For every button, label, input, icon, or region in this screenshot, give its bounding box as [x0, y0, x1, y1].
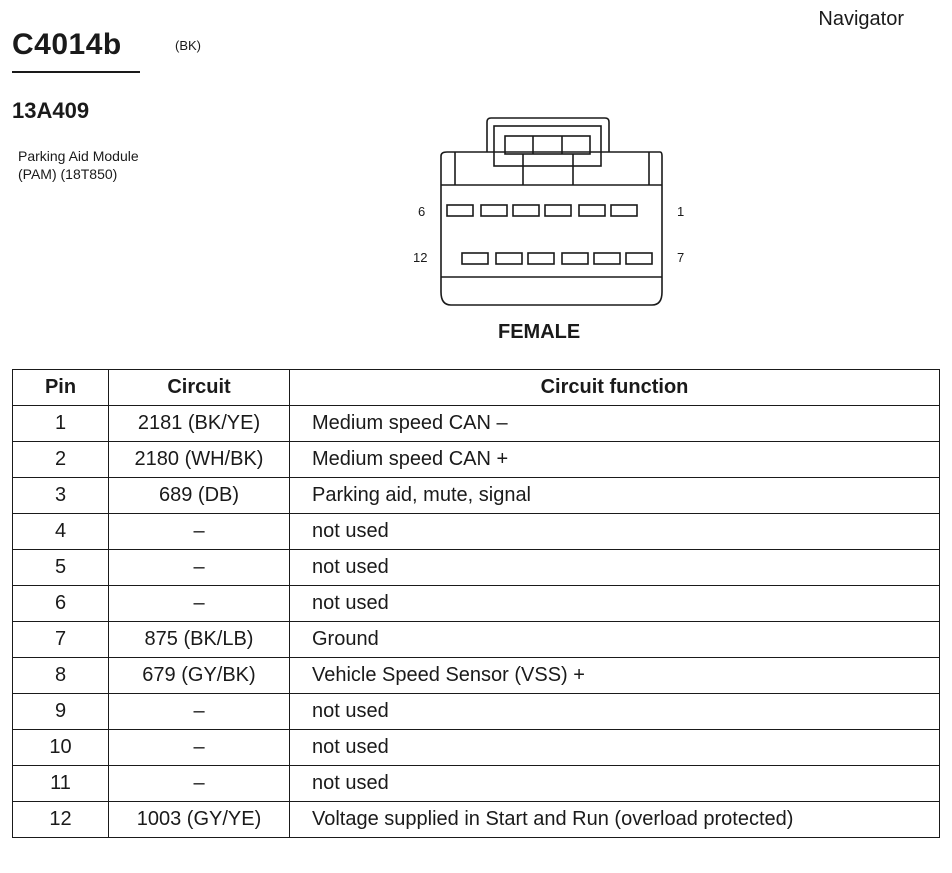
connector-gender: FEMALE — [498, 321, 581, 343]
function-cell: Vehicle Speed Sensor (VSS) + — [290, 658, 940, 694]
table-row — [13, 514, 940, 550]
connector-id-underline — [12, 71, 140, 73]
function-cell: Medium speed CAN + — [290, 442, 940, 478]
connector-color: (BK) — [175, 38, 201, 53]
function-cell: not used — [290, 766, 940, 802]
circuit-cell: – — [109, 586, 290, 622]
column-header-circuit: Circuit — [109, 370, 290, 406]
table-row — [13, 622, 940, 658]
pinout-table — [12, 369, 940, 838]
table-row — [13, 730, 940, 766]
pin-label-6: 6 — [418, 204, 426, 219]
circuit-cell: – — [109, 766, 290, 802]
circuit-cell: – — [109, 550, 290, 586]
pin-label-12: 12 — [413, 250, 428, 265]
circuit-cell: 689 (DB) — [109, 478, 290, 514]
table-row — [13, 658, 940, 694]
function-cell: not used — [290, 550, 940, 586]
table-row — [13, 766, 940, 802]
function-cell: Medium speed CAN – — [290, 406, 940, 442]
pin-label-7: 7 — [677, 250, 685, 265]
circuit-cell: 1003 (GY/YE) — [109, 802, 290, 838]
module-name: Parking Aid Module (PAM) (18T850) — [18, 148, 139, 182]
column-header-pin: Pin — [13, 370, 109, 406]
circuit-cell: 875 (BK/LB) — [109, 622, 290, 658]
part-number: 13A409 — [12, 98, 90, 123]
function-cell: Voltage supplied in Start and Run (overload protected) — [290, 802, 940, 838]
table-header-row — [13, 370, 940, 406]
pin-cell: 2 — [13, 442, 109, 478]
function-cell: not used — [290, 694, 940, 730]
function-cell: Parking aid, mute, signal — [290, 478, 940, 514]
table-row — [13, 478, 940, 514]
pin-cell: 10 — [13, 730, 109, 766]
function-cell: not used — [290, 514, 940, 550]
table-row — [13, 550, 940, 586]
pin-cell: 3 — [13, 478, 109, 514]
table-row — [13, 694, 940, 730]
function-cell: Ground — [290, 622, 940, 658]
column-header-function: Circuit function — [290, 370, 940, 406]
pin-cell: 12 — [13, 802, 109, 838]
table-row — [13, 442, 940, 478]
circuit-cell: 679 (GY/BK) — [109, 658, 290, 694]
pin-cell: 8 — [13, 658, 109, 694]
table-row — [13, 406, 940, 442]
vehicle-name: Navigator — [818, 8, 904, 30]
function-cell: not used — [290, 730, 940, 766]
pin-cell: 4 — [13, 514, 109, 550]
circuit-cell: – — [109, 730, 290, 766]
pin-cell: 6 — [13, 586, 109, 622]
table-row — [13, 802, 940, 838]
connector-face-icon — [405, 112, 705, 312]
pin-cell: 7 — [13, 622, 109, 658]
circuit-cell: – — [109, 694, 290, 730]
circuit-cell: – — [109, 514, 290, 550]
pin-label-1: 1 — [677, 204, 685, 219]
circuit-cell: 2180 (WH/BK) — [109, 442, 290, 478]
connector-id: C4014b — [12, 28, 122, 61]
pin-cell: 5 — [13, 550, 109, 586]
pin-cell: 9 — [13, 694, 109, 730]
function-cell: not used — [290, 586, 940, 622]
pin-cell: 11 — [13, 766, 109, 802]
pin-cell: 1 — [13, 406, 109, 442]
table-row — [13, 586, 940, 622]
connector-face-diagram — [405, 112, 705, 317]
circuit-cell: 2181 (BK/YE) — [109, 406, 290, 442]
